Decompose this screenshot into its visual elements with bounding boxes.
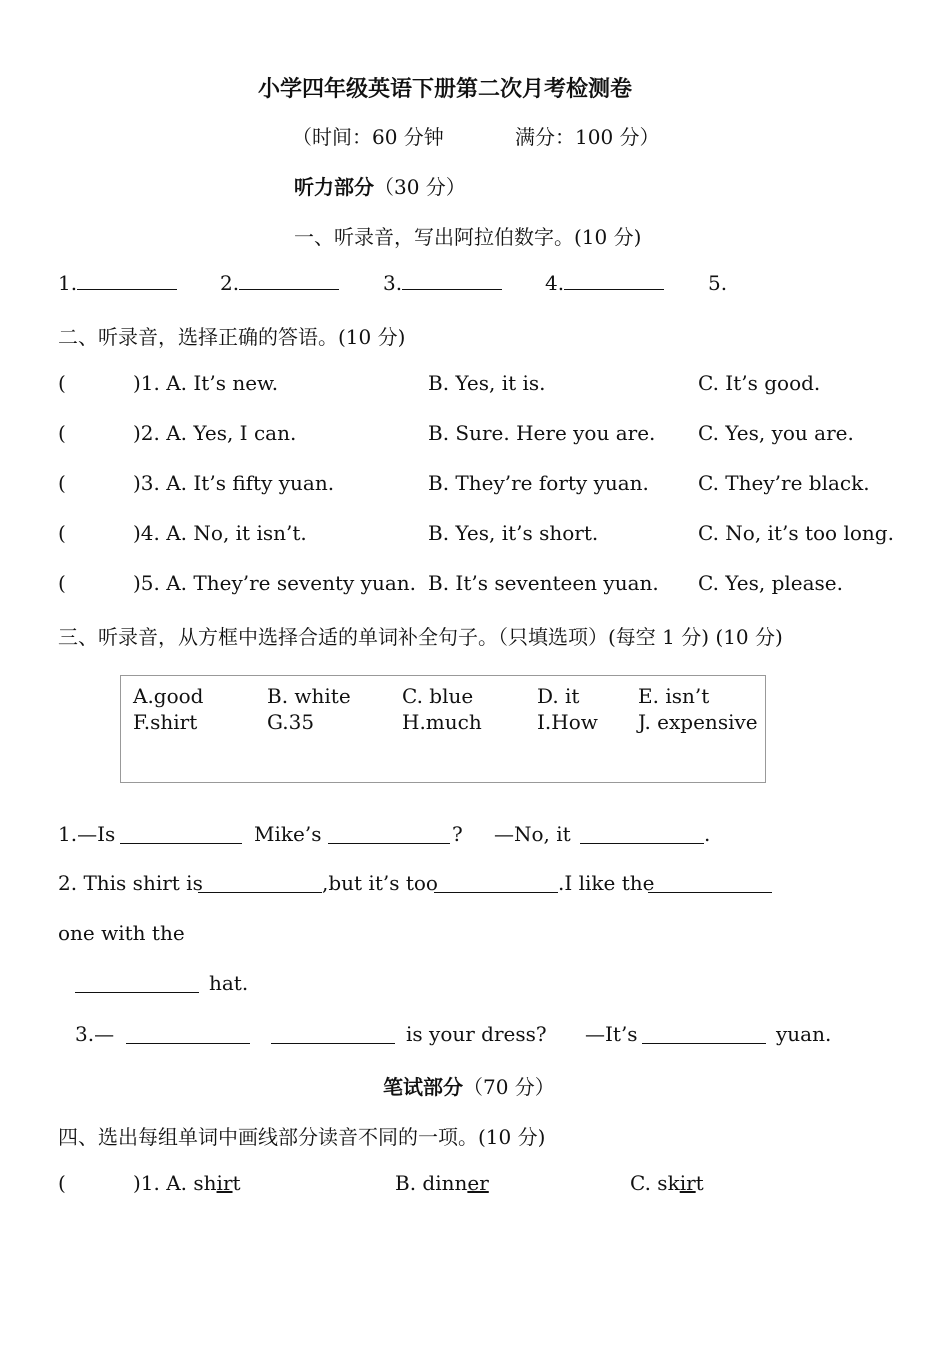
answer-blank[interactable] bbox=[120, 825, 242, 844]
option-b: B. They’re forty yuan. bbox=[428, 471, 649, 495]
answer-paren[interactable]: ( bbox=[58, 471, 66, 495]
answer-paren[interactable]: ( bbox=[58, 421, 66, 445]
word-option: E. isn’t bbox=[638, 684, 710, 708]
answer-blank[interactable] bbox=[271, 1025, 395, 1044]
answer-blank[interactable] bbox=[402, 271, 502, 290]
word-option: C. blue bbox=[402, 684, 474, 708]
listening-heading-label: 听力部分 bbox=[294, 175, 374, 199]
word-option: A.good bbox=[133, 684, 204, 708]
option-c: C. Yes, please. bbox=[698, 571, 843, 595]
answer-blank[interactable] bbox=[239, 271, 339, 290]
sec1-item-label: 4. bbox=[545, 271, 565, 295]
answer-blank[interactable] bbox=[648, 874, 772, 893]
option-b: B. Sure. Here you are. bbox=[428, 421, 656, 445]
question-text: ,but it’s too bbox=[322, 871, 438, 895]
word-option: D. it bbox=[537, 684, 580, 708]
sec1-item-label: 2. bbox=[220, 271, 240, 295]
option-text: t bbox=[232, 1171, 241, 1195]
question-text: yuan. bbox=[776, 1022, 832, 1046]
answer-paren[interactable]: ( bbox=[58, 571, 66, 595]
sec1-item-label: 3. bbox=[383, 271, 403, 295]
option-text: C. sk bbox=[630, 1171, 680, 1195]
option-c bbox=[630, 1171, 704, 1195]
answer-blank[interactable] bbox=[75, 974, 199, 993]
exam-time: （时间：60 分钟 bbox=[292, 125, 444, 149]
section-1-title: 一、听录音，写出阿拉伯数字。(10 分) bbox=[294, 225, 642, 249]
word-option: F.shirt bbox=[133, 710, 198, 734]
question-text: —It’s bbox=[585, 1022, 638, 1046]
option-c: C. No, it’s too long. bbox=[698, 521, 894, 545]
question-text: Mike’s bbox=[254, 822, 322, 846]
written-heading-label: 笔试部分 bbox=[383, 1075, 463, 1099]
underlined-letters: ir bbox=[216, 1171, 233, 1195]
option-a: )3. A. It’s fifty yuan. bbox=[133, 471, 335, 495]
option-text: B. dinn bbox=[395, 1171, 468, 1195]
sec1-item-3 bbox=[383, 271, 502, 295]
option-b: B. Yes, it is. bbox=[428, 371, 546, 395]
option-c: C. They’re black. bbox=[698, 471, 870, 495]
option-a: )4. A. No, it isn’t. bbox=[133, 521, 307, 545]
section-4-title: 四、选出每组单词中画线部分读音不同的一项。(10 分) bbox=[58, 1125, 546, 1149]
option-a: )2. A. Yes, I can. bbox=[133, 421, 297, 445]
question-text: —No, it bbox=[494, 822, 571, 846]
option-c: C. It’s good. bbox=[698, 371, 821, 395]
question-text: hat. bbox=[209, 971, 249, 995]
question-text: one with the bbox=[58, 921, 185, 945]
answer-blank[interactable] bbox=[77, 271, 177, 290]
answer-blank[interactable] bbox=[580, 825, 704, 844]
answer-blank[interactable] bbox=[642, 1025, 766, 1044]
word-option: G.35 bbox=[267, 710, 315, 734]
underlined-letters: er bbox=[467, 1171, 489, 1195]
sec1-item-5 bbox=[708, 271, 727, 295]
option-text: t bbox=[695, 1171, 704, 1195]
answer-paren[interactable]: ( bbox=[58, 521, 66, 545]
section-2-title: 二、听录音，选择正确的答语。(10 分) bbox=[58, 325, 406, 349]
word-option: H.much bbox=[402, 710, 482, 734]
answer-blank[interactable] bbox=[126, 1025, 250, 1044]
word-option: I.How bbox=[537, 710, 598, 734]
question-text: 1.—Is bbox=[58, 822, 116, 846]
underlined-letters: ir bbox=[679, 1171, 696, 1195]
answer-blank[interactable] bbox=[434, 874, 558, 893]
answer-blank[interactable] bbox=[564, 271, 664, 290]
question-text: is your dress? bbox=[406, 1022, 547, 1046]
word-option: B. white bbox=[267, 684, 351, 708]
sec1-item-label: 1. bbox=[58, 271, 78, 295]
answer-paren[interactable]: ( bbox=[58, 1171, 66, 1195]
option-a: )5. A. They’re seventy yuan. bbox=[133, 571, 417, 595]
written-heading-score: （70 分） bbox=[463, 1075, 555, 1099]
answer-blank[interactable] bbox=[198, 874, 322, 893]
sec1-item-4 bbox=[545, 271, 664, 295]
question-text: .I like the bbox=[558, 871, 655, 895]
written-heading bbox=[383, 1071, 555, 1100]
page-title: 小学四年级英语下册第二次月考检测卷 bbox=[258, 76, 633, 102]
option-c: C. Yes, you are. bbox=[698, 421, 854, 445]
question-text: ? bbox=[452, 822, 463, 846]
option-text: )1. A. sh bbox=[133, 1171, 217, 1195]
option-b bbox=[395, 1171, 489, 1195]
section-3-title: 三、听录音，从方框中选择合适的单词补全句子。（只填选项）(每空 1 分) (10 分) bbox=[58, 625, 783, 649]
question-text: 3.— bbox=[75, 1022, 115, 1046]
question-text: . bbox=[704, 822, 711, 846]
listening-heading-score: （30 分） bbox=[374, 175, 466, 199]
option-a: )1. A. It’s new. bbox=[133, 371, 279, 395]
word-box bbox=[120, 675, 766, 783]
word-option: J. expensive bbox=[638, 710, 758, 734]
sec1-item-1 bbox=[58, 271, 177, 295]
sec1-item-label: 5. bbox=[708, 271, 728, 295]
option-a bbox=[133, 1171, 241, 1195]
option-b: B. Yes, it’s short. bbox=[428, 521, 599, 545]
answer-paren[interactable]: ( bbox=[58, 371, 66, 395]
option-b: B. It’s seventeen yuan. bbox=[428, 571, 659, 595]
listening-heading bbox=[294, 171, 466, 200]
exam-score: 满分：100 分） bbox=[515, 125, 660, 149]
question-text: 2. This shirt is bbox=[58, 871, 203, 895]
sec1-item-2 bbox=[220, 271, 339, 295]
answer-blank[interactable] bbox=[328, 825, 450, 844]
